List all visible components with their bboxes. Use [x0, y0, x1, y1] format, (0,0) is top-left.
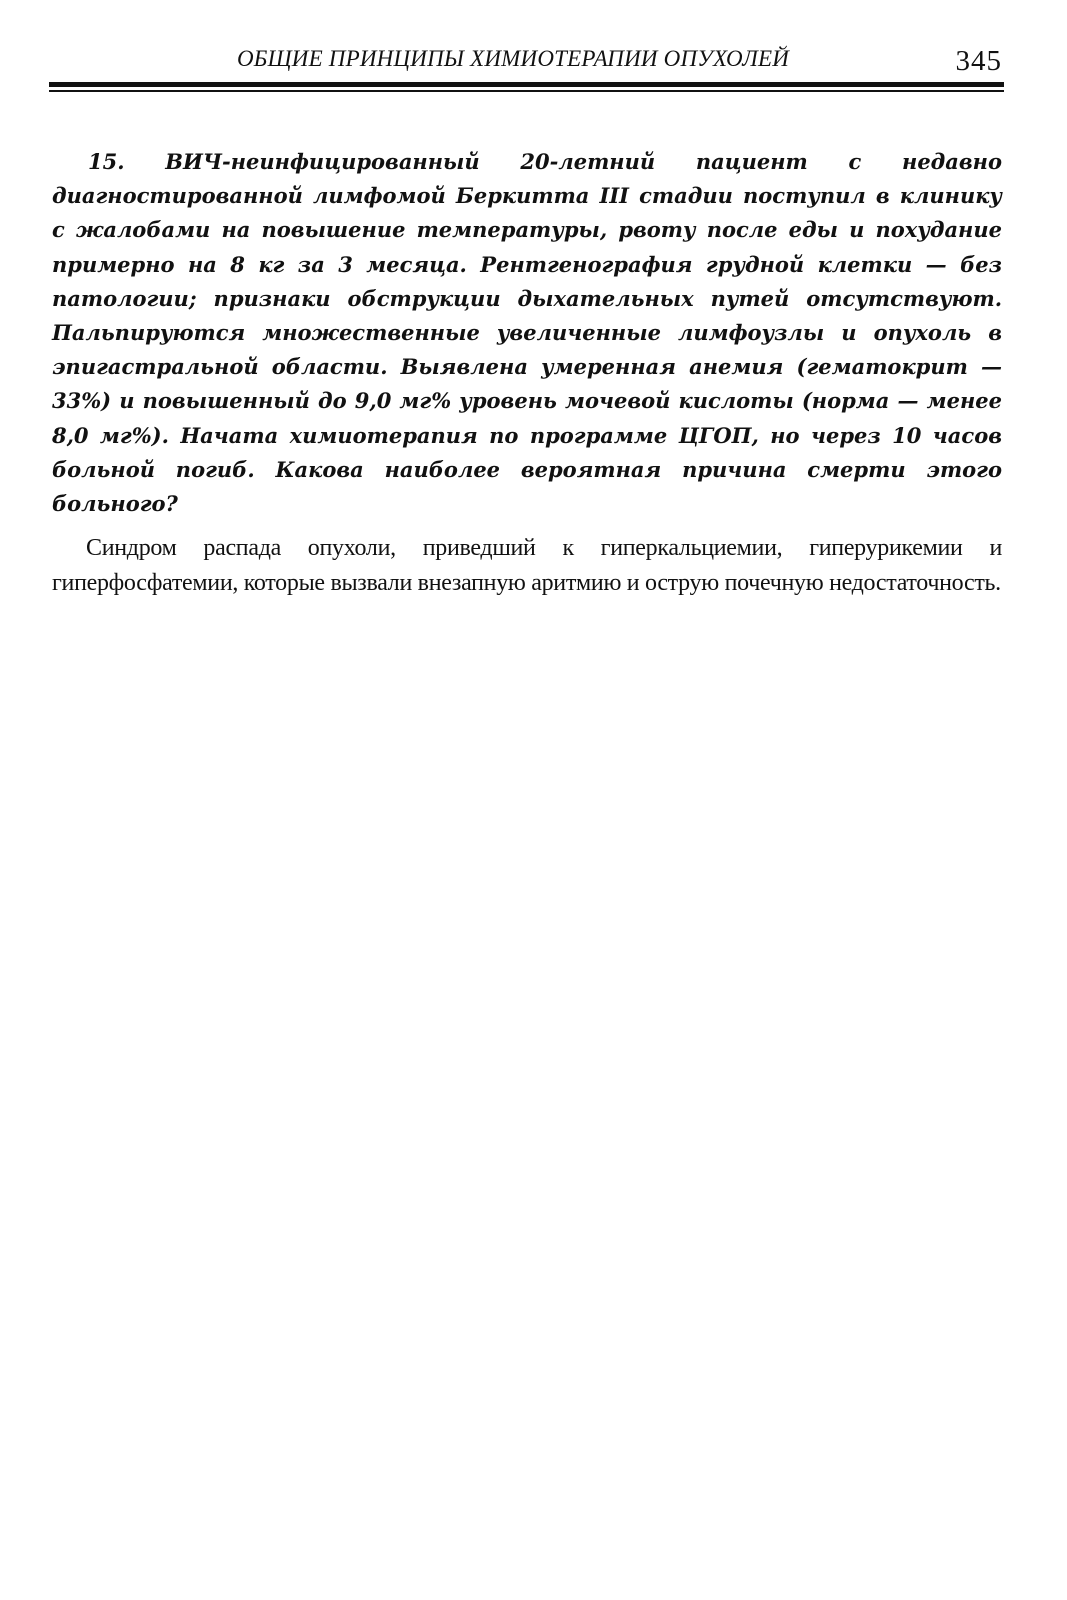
running-header [49, 38, 1004, 82]
header-rule-thick [49, 82, 1004, 87]
running-title: ОБЩИЕ ПРИНЦИПЫ ХИМИОТЕРАПИИ ОПУХОЛЕЙ [237, 46, 790, 71]
header-rule-thin [49, 90, 1004, 92]
page-number: 345 [955, 45, 1002, 77]
answer-paragraph: Синдром распада опухоли, приведший к гиперкальциемии, гиперурикемии и гиперфосфатемии, которые вызвали внезапную аритмию и острую почечную недостаточность. [52, 535, 1002, 596]
page-content [52, 145, 1002, 600]
question-paragraph: 15. ВИЧ-неинфицированный 20-летний пациент с недавно диагностированной лимфомой Беркитта III стадии поступил в клинику с жалобами на повышение температуры, рвоту после еды и похудание примерно на 8 кг за 3 месяца. Рентгенография грудной клетки — без патологии; признаки обструкции дыхательных путей отсутствуют. Пальпируются множественные увеличенные лимфоузлы и опухоль в эпигастральной области. Выявлена умеренная анемия (гематокрит — 33%) и повышенный до 9,0 мг% уровень мочевой кислоты (норма — менее 8,0 мг%). Начата химиотерапия по программе ЦГОП, но через 10 часов больной погиб. Какова наиболее вероятная причина смерти этого больного? [52, 149, 1002, 517]
